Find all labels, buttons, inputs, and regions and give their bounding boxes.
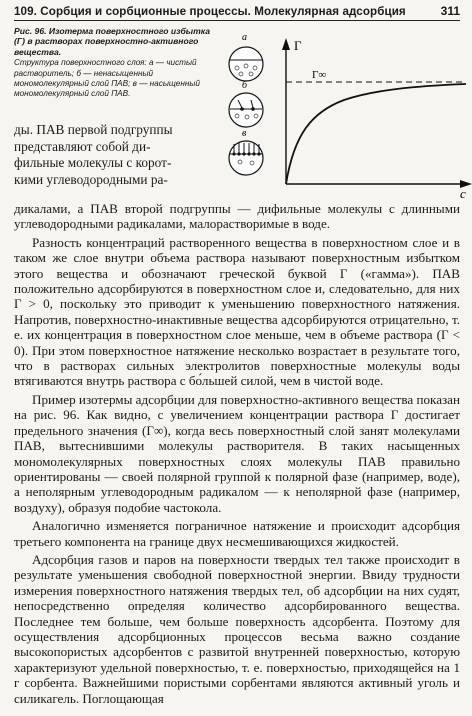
section-title: 109. Сорбция и сорбционные процессы. Молекулярная адсорбция <box>14 5 406 18</box>
label-a: а <box>242 32 247 43</box>
page-number: 311 <box>440 4 460 18</box>
caption-title: Рис. 96. Изотерма поверхностного избытка (Г) в растворах поверхностно-активного вещества. <box>14 26 210 57</box>
figure-caption <box>14 26 216 100</box>
paragraph: дикалами, а ПАВ второй подгруппы — дифильные молекулы с длинными углеводородными радикалами, малорастворимые в воде. <box>14 201 460 232</box>
isotherm-figure <box>224 26 472 201</box>
caption-body: Структура поверхностного слоя: а — чистый растворитель; б — ненасыщенный мономолекулярный слой ПАВ; в — насыщенный мономолекулярный слой ПАВ. <box>14 58 200 99</box>
figure-block <box>14 26 466 201</box>
inset-a <box>229 47 263 81</box>
wrapped-text <box>14 122 219 188</box>
text-line: кими углеводородными ра- <box>14 171 168 187</box>
text-line: ды. ПАВ первой подгруппы <box>14 122 173 137</box>
text-line: представляют собой ди- <box>14 138 151 154</box>
axis-y-label: Г <box>294 38 302 53</box>
label-b: б <box>242 80 248 91</box>
axes <box>282 38 472 188</box>
paragraph: Разность концентраций растворенного вещества в поверхностном слое и в таком же слое внутри объема раствора называют поверхностным избытком этого вещества и обозначают греческой буквой Г («гамма»). ПАВ положительно адсорбируются в поверхностном слое и, следовательно, для них Г > 0, поскольку это приводит к уменьшению поверхностного натяжения. Напротив, поверхностно-инактивные вещества адсорбируются отрицательно, т. е. их концентрация в поверхностном слое меньше, чем в объеме раствора (Г < 0). При этом поверхностное натяжение несколько возрастает в результате того, что в растворах сильных электролитов поверхностные молекулы воды втягиваются внутрь раствора с бо́льшей силой, чем в чистой воде. <box>14 234 460 389</box>
asymptote-label: Г∞ <box>312 69 327 81</box>
running-header <box>14 4 460 21</box>
isotherm-curve <box>286 84 466 184</box>
inset-c <box>229 141 263 175</box>
inset-b <box>229 93 263 127</box>
axis-x-label: c <box>460 186 466 201</box>
paragraph: Аналогично изменяется пограничное натяжение и происходит адсорбция третьего компонента на границе двух несмешивающихся жидкостей. <box>14 518 460 549</box>
body-text <box>14 201 460 706</box>
paragraph: Пример изотермы адсорбции для поверхностно-активного вещества показан на рис. 96. Как видно, с увеличением концентрации раствора Г достигает предельного значения (Г∞), когда весь поверхностный слой занят молекулами ПАВ, вытеснившими молекулы растворителя. В таких насыщенных мономолекулярных поверхностных слоях молекулы ПАВ правильно ориентированы — своей полярной группой к полярной фазе (например, воде), а неполярным углеводородным радикалом — к неполярной фазе (например, воздуху), образуя подобие частокола. <box>14 391 460 515</box>
paragraph: Адсорбция газов и паров на поверхности твердых тел также происходит в результате уменьшения свободной поверхностной энергии. Ввиду трудности измерения поверхностного натяжения твердых тел, об адсорбции на них судят, непосредственно определяя количество адсорбированного вещества. Последнее тем больше, чем больше поверхность адсорбента. Поэтому для осуществления адсорбционных процессов весьма важно создание высокопористых адсорбентов с развитой внутренней поверхностью, которую характеризуют удельной поверхностью, т. е. поверхностью, приходящейся на 1 г сорбента. Важнейшими пористыми сорбентами являются активный уголь и силикагель. Поглощающая <box>14 551 460 706</box>
label-v: в <box>242 128 247 139</box>
text-line: фильные молекулы с корот- <box>14 155 172 171</box>
